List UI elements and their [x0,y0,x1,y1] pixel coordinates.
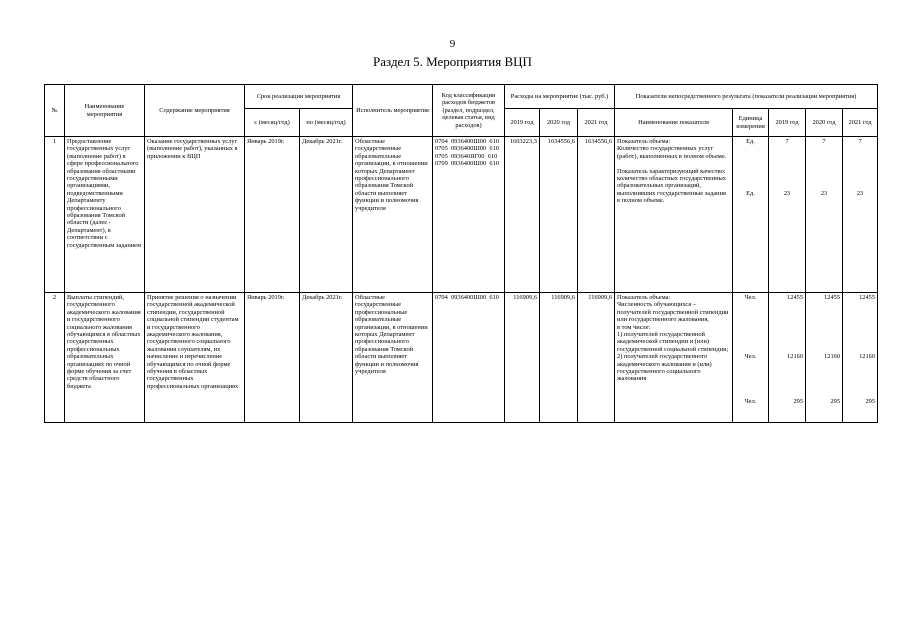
activities-table [44,84,878,423]
row-executor: Областные государственные образовательные организации, в отношении которых Департамент профессионального образования Томской области выполняет функции и полномочия учредителя [353,137,433,293]
header-indicator-2019: 2019 год [769,109,806,137]
row-term-to: Декабрь 2021г. [300,137,353,293]
row-expense-2019: 1603223,3 [505,137,540,293]
header-content: Содержание мероприятия [145,85,245,137]
header-term-group: Срок реализации мероприятия [245,85,353,109]
header-year-2021: 2021 год [578,109,615,137]
row-expense-2021: 116909,6 [578,293,615,423]
row-term-to: Декабрь 2021г. [300,293,353,423]
row-indicators: Показатель объема: Количество государственных услуг (работ), выполненных в полном объеме. Показатель характеризующий качество: количество областных государственных образовательных организаций, выполнивших государственные задания в полном объеме. [615,137,733,293]
row-term-from: Январь 2019г. [245,137,300,293]
header-year-2019: 2019 год [505,109,540,137]
row-indicator-2019: 12455 12160 295 [769,293,806,423]
header-indicator-2021: 2021 год [843,109,878,137]
row-term-from: Январь 2019г. [245,293,300,423]
row-units: Ед. Ед. [733,137,769,293]
row-expense-2020: 1634556,6 [540,137,578,293]
row-expense-2019: 116909,6 [505,293,540,423]
header-name: Наименование мероприятия [65,85,145,137]
header-term-to: по (месяц/год) [300,109,353,137]
row-activity-content: Принятие решения о назначении государственной академической стипендии, государственной социальной стипендии студентам и государственного академического жалования, государственного социального жалования слушателям, их начисление и перечисление обучающимся по очной форме обучения в областных государственных профессиональных организациях [145,293,245,423]
header-num: № [45,85,65,137]
table-row [45,293,878,423]
header-executor: Исполнитель мероприятия [353,85,433,137]
header-expenses-group: Расходы на мероприятие (тыс. руб.) [505,85,615,109]
header-indicator-name: Наименование показателя [615,109,733,137]
header-term-from: с (месяц/год) [245,109,300,137]
header-indicator-2020: 2020 год [806,109,843,137]
row-indicator-2020: 7 23 [806,137,843,293]
row-expense-2021: 1634556,6 [578,137,615,293]
page-number: 9 [449,38,456,50]
header-code: Код классификации расходов бюджетов (раздел, подраздел, целевая статья, вид расходов) [433,85,505,137]
row-indicator-2020: 12455 12160 295 [806,293,843,423]
row-expense-2020: 116909,6 [540,293,578,423]
row-executor: Областные государственные профессиональные образовательные организации, в отношении которых Департамент профессионального образования Томской области выполняет функции и полномочия учредителя [353,293,433,423]
table-row [45,137,878,293]
row-units: Чел. Чел. Чел. [733,293,769,423]
row-num: 2 [45,293,65,423]
row-indicator-2019: 7 23 [769,137,806,293]
row-budget-code: 0704 0936400Ш00 610 0705 0936400Ш00 610 0705 093640ЯГ00 610 0709 0936400Ш00 610 [433,137,505,293]
row-indicators: Показатель объема: Численность обучающихся – получателей государственной стипендии или государственного жалования, в том числе: 1) получателей государственной академической стипендии и (или) государственной социальной стипендии; 2) получателей государственного академического жалования и (или) государственного социального жалования [615,293,733,423]
header-indicators-group: Показатели непосредственного результата (показатели реализации мероприятия) [615,85,878,109]
row-budget-code: 0704 0936400Ш00 610 [433,293,505,423]
section-title: Раздел 5. Мероприятия ВЦП [373,54,532,69]
row-activity-content: Оказание государственных услуг (выполнение работ), указанных в приложении к ВЦП [145,137,245,293]
row-num: 1 [45,137,65,293]
row-activity-name: Предоставление государственных услуг (выполнение работ) в сфере профессионального образования областными государственными организациями, подведомственными Департаменту профессионального образования Томской области (далее - Департамент), в соответствии с государственным заданием [65,137,145,293]
header-year-2020: 2020 год [540,109,578,137]
row-indicator-2021: 7 23 [843,137,878,293]
row-indicator-2021: 12455 12160 295 [843,293,878,423]
row-activity-name: Выплаты стипендий, государственного академического жалования и государственного социального жалования обучающимся в областных государственных профессиональных образовательных организациях по очной форме обучения за счет средств областного бюджета [65,293,145,423]
header-unit: Единица измерения [733,109,769,137]
